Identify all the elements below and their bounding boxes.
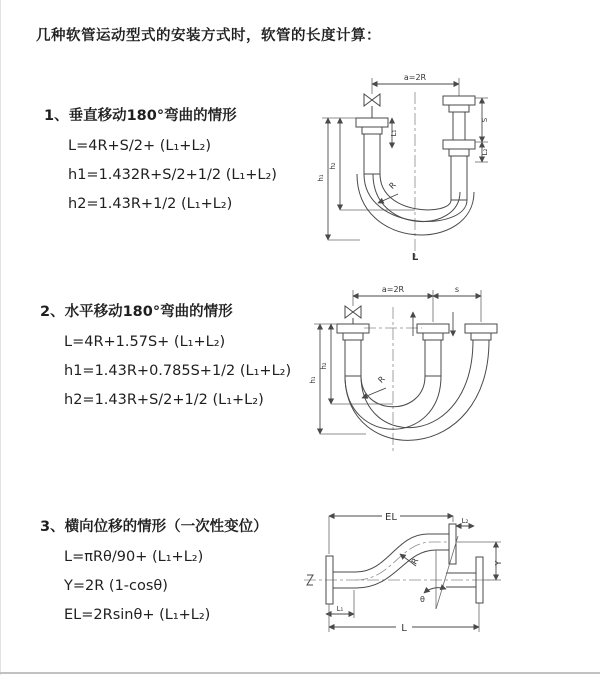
scan-edge-left [0, 0, 1, 675]
braided-hose-end [364, 134, 380, 174]
radius-label: R [376, 374, 387, 385]
dim-l1-label: L₁ [390, 129, 398, 137]
valve-icon [345, 306, 361, 324]
dim-l-label: L [401, 623, 407, 634]
section-3-formula-L: L=πRθ/90+ (L₁+L₂) [64, 549, 204, 565]
section-3-formula-Y: Y=2R (1-cosθ) [64, 578, 168, 594]
dim-l2-label: L₂ [461, 517, 469, 525]
radius-label: R [409, 556, 421, 566]
dim-a2r-label: a=2R [403, 73, 427, 82]
section-3 [40, 515, 268, 630]
section-3-heading: 3、横向位移的情形（一次性变位） [40, 519, 268, 535]
upper-flange [449, 524, 456, 564]
braided-hose-end [425, 340, 441, 376]
dim-h1-label: h₁ [309, 376, 317, 384]
dim-stroke-label: s [454, 285, 460, 294]
section-2-heading: 2、水平移动180°弯曲的情形 [40, 304, 233, 320]
radius-label: R [387, 180, 398, 191]
diagram-horizontal-bend-svg [306, 282, 591, 462]
diagram-lateral-svg [296, 502, 600, 647]
braided-hose-end [451, 156, 467, 200]
dim-h2-label: h₂ [320, 362, 328, 370]
left-fitting [356, 118, 388, 174]
section-1-heading: 1、垂直移动180°弯曲的情形 [44, 108, 237, 124]
dim-a2r-label: a=2R [381, 285, 405, 294]
section-1-formula-L: L=4R+S/2+ (L₁+L₂) [68, 138, 211, 154]
hose-curves [345, 340, 489, 440]
section-2-formula-h2: h2=1.43R+S/2+1/2 (L₁+L₂) [64, 392, 264, 408]
length-label: L [411, 252, 419, 263]
diagram-lateral-displacement [296, 502, 600, 651]
right-fitting [443, 96, 475, 200]
dim-y-label: Y [494, 560, 503, 566]
section-2-formula-L: L=4R+1.57S+ (L₁+L₂) [64, 334, 226, 350]
dim-l1-label: L₁ [336, 605, 344, 613]
dim-el-label: EL [385, 512, 397, 523]
section-3-formula-EL: EL=2Rsinθ+ (L₁+L₂) [64, 607, 211, 623]
section-2 [40, 300, 291, 415]
dim-h2-label: h₂ [329, 162, 337, 170]
hose-curves [357, 174, 474, 235]
section-1-formula-h1: h1=1.432R+S/2+1/2 (L₁+L₂) [68, 167, 277, 183]
section-2-formula-h1: h1=1.43R+0.785S+1/2 (L₁+L₂) [64, 363, 292, 379]
left-fitting [337, 324, 369, 376]
diagram-horizontal-bend [306, 282, 591, 466]
diagram-vertical-bend [312, 70, 597, 269]
dim-h1-label: h₁ [317, 174, 325, 182]
diagram-vertical-bend-svg [312, 70, 597, 265]
dim-s-label: S [481, 117, 489, 123]
angle-theta-label: θ [420, 595, 425, 604]
valve-icon [364, 94, 380, 118]
right-fitting [465, 324, 497, 340]
scan-edge-bottom [0, 672, 600, 674]
section-1 [44, 104, 277, 219]
dim-l2-label: L₂ [481, 148, 489, 156]
braided-hose-end [345, 340, 361, 376]
section-1-formula-h2: h2=1.43R+1/2 (L₁+L₂) [68, 196, 233, 212]
page-title: 几种软管运动型式的安装方式时，软管的长度计算： [36, 28, 381, 44]
middle-fitting [417, 324, 449, 376]
